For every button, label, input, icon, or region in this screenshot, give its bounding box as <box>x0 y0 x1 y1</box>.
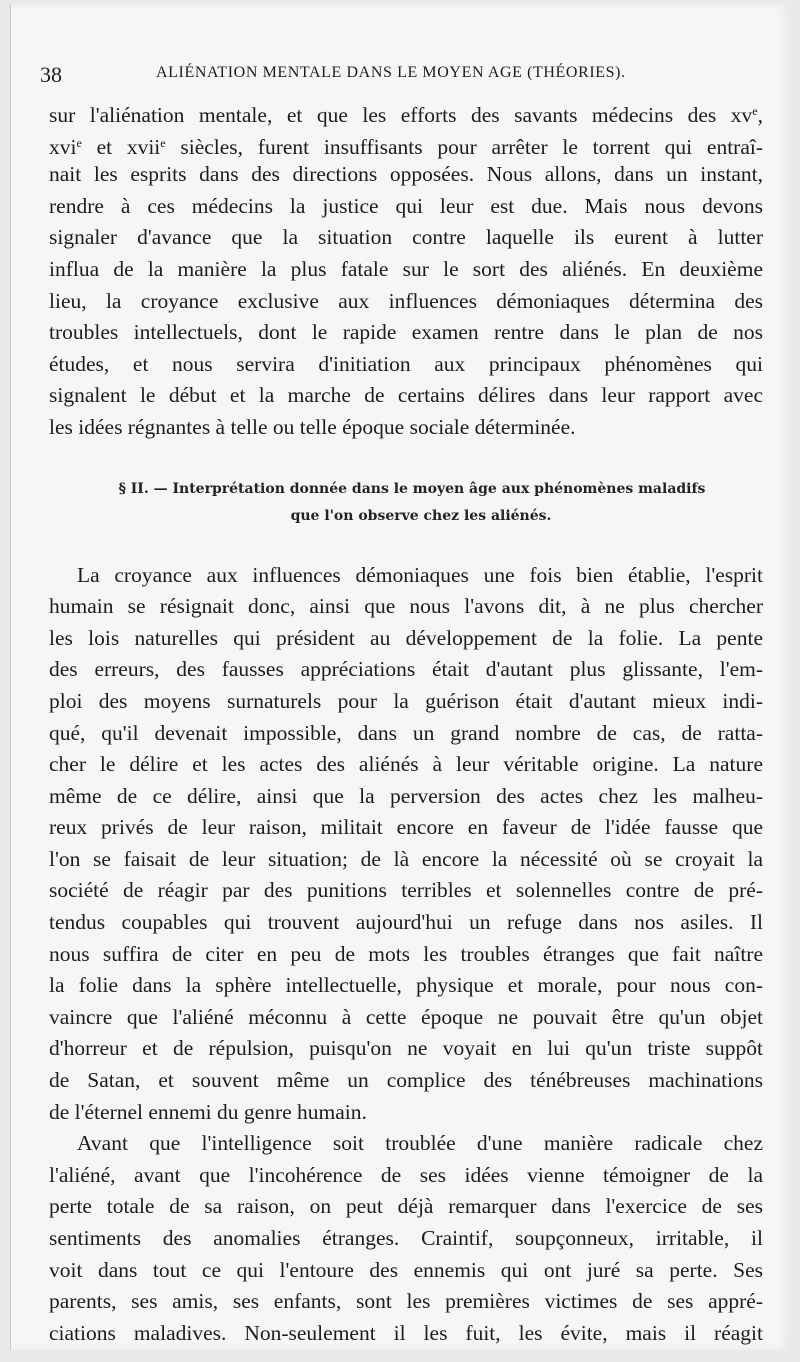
section-heading-line-2: que l'on observe chez les aliénés. <box>290 507 552 524</box>
text-line: perte totale de sa raison, on peut déjà remarquer dans l'exercice de ses <box>49 1194 763 1219</box>
text-line: Avant que l'intelligence soit troublée d'une manière radicale chez <box>77 1131 763 1156</box>
text-line: des erreurs, des fausses appréciations était d'autant plus glissante, l'em- <box>49 657 763 682</box>
running-head-title: ALIÉNATION MENTALE DANS LE MOYEN AGE (THÉORIES). <box>156 64 626 81</box>
text-line: La croyance aux influences démoniaques une fois bien établie, l'esprit <box>77 562 763 587</box>
text-line: études, et nous servira d'initiation aux principaux phénomènes qui <box>49 351 763 376</box>
text-line: l'on se faisait de leur situation; de là encore la nécessité où se croyait la <box>49 846 763 871</box>
text-line: signalent le début et la marche de certains délires dans leur rapport avec <box>49 383 763 408</box>
paragraph-1 <box>49 96 763 444</box>
text-line: qué, qu'il devenait impossible, dans un grand nombre de cas, de rattа- <box>49 720 763 745</box>
text-line: sur l'aliénation mentale, et que les efforts des savants médecins des $xv^e$, <box>49 103 763 127</box>
text-line: voit dans tout ce qui l'entoure des ennemis qui ont juré sa perte. Ses <box>49 1257 763 1282</box>
text-line: reux privés de leur raison, militait encore en faveur de l'idée fausse que <box>49 815 763 840</box>
text-line: d'horreur et de répulsion, puisqu'on ne voyait en lui qu'un triste suppôt <box>49 1036 763 1061</box>
book-page <box>10 4 791 1350</box>
text-line: ploi des moyens surnaturels pour la guérison était d'autant mieux indi- <box>49 688 763 713</box>
page-body <box>49 96 763 1349</box>
paragraph-3 <box>49 1128 763 1349</box>
text-line: nait les esprits dans des directions opposées. Nous allons, dans un instant, <box>49 162 763 187</box>
text-line: cher le délire et les actes des aliénés à leur véritable origine. La nature <box>49 752 763 777</box>
text-line: ciations maladives. Non-seulement il les fuit, les évite, mais il réagit <box>49 1320 763 1345</box>
text-line: sentiments des anomalies étranges. Craintif, soupçonneux, irritable, il <box>49 1226 763 1250</box>
text-line: rendre à ces médecins la justice qui leur est due. Mais nous devons <box>49 193 763 218</box>
text-line: de Satan, et souvent même un complice des ténébreuses machinations <box>49 1068 763 1093</box>
section-heading <box>49 476 763 530</box>
text-line: la folie dans la sphère intellectuelle, physique et morale, pour nous con- <box>49 973 763 998</box>
text-line: signaler d'avance que la situation contre laquelle ils eurent à lutter <box>49 225 763 250</box>
text-line: les lois naturelles qui président au développement de la folie. La pente <box>49 625 763 650</box>
text-line: de l'éternel ennemi du genre humain. <box>49 1099 367 1124</box>
text-line: lieu, la croyance exclusive aux influences démoniaques détermina des <box>49 288 763 313</box>
text-line: tendus coupables qui trouvent aujourd'hui un refuge dans nos asiles. Il <box>49 910 763 935</box>
section-heading-line-1: § II. — Interprétation donnée dans le moyen âge aux phénomènes maladifs <box>118 480 706 497</box>
page-number: 38 <box>40 62 62 87</box>
text-line: l'aliéné, avant que l'incohérence de ses idées vienne témoigner de la <box>49 1162 763 1187</box>
text-line: même de ce délire, ainsi que la perversion des actes chez les malheu- <box>49 783 763 808</box>
text-line: humain se résignait donc, ainsi que nous l'avons dit, à ne plus chercher <box>49 594 763 619</box>
text-line: nous suffira de citer en peu de mots les troubles étranges que fait naître <box>49 941 763 966</box>
text-line: parents, ses amis, ses enfants, sont les premières victimes de ses appré- <box>49 1289 763 1314</box>
text-line: les idées régnantes à telle ou telle époque sociale déterminée. <box>49 414 576 439</box>
paragraph-2 <box>49 560 763 1129</box>
text-line: troubles intellectuels, dont le rapide examen rentre dans le plan de nos <box>49 320 763 345</box>
running-head <box>40 62 776 92</box>
text-line: vaincre que l'aliéné méconnu à cette époque ne pouvait être qu'un objet <box>49 1004 763 1029</box>
text-line: influa de la manière la plus fatale sur le sort des aliénés. En deuxième <box>49 256 763 281</box>
text-line: société de réagir par des punitions terribles et solennelles contre de pré- <box>49 878 763 903</box>
text-line: xvi$^e$ et xvii$^e$ siècles, furent insuffisants pour arrêter le torrent qui entraî- <box>49 134 764 159</box>
